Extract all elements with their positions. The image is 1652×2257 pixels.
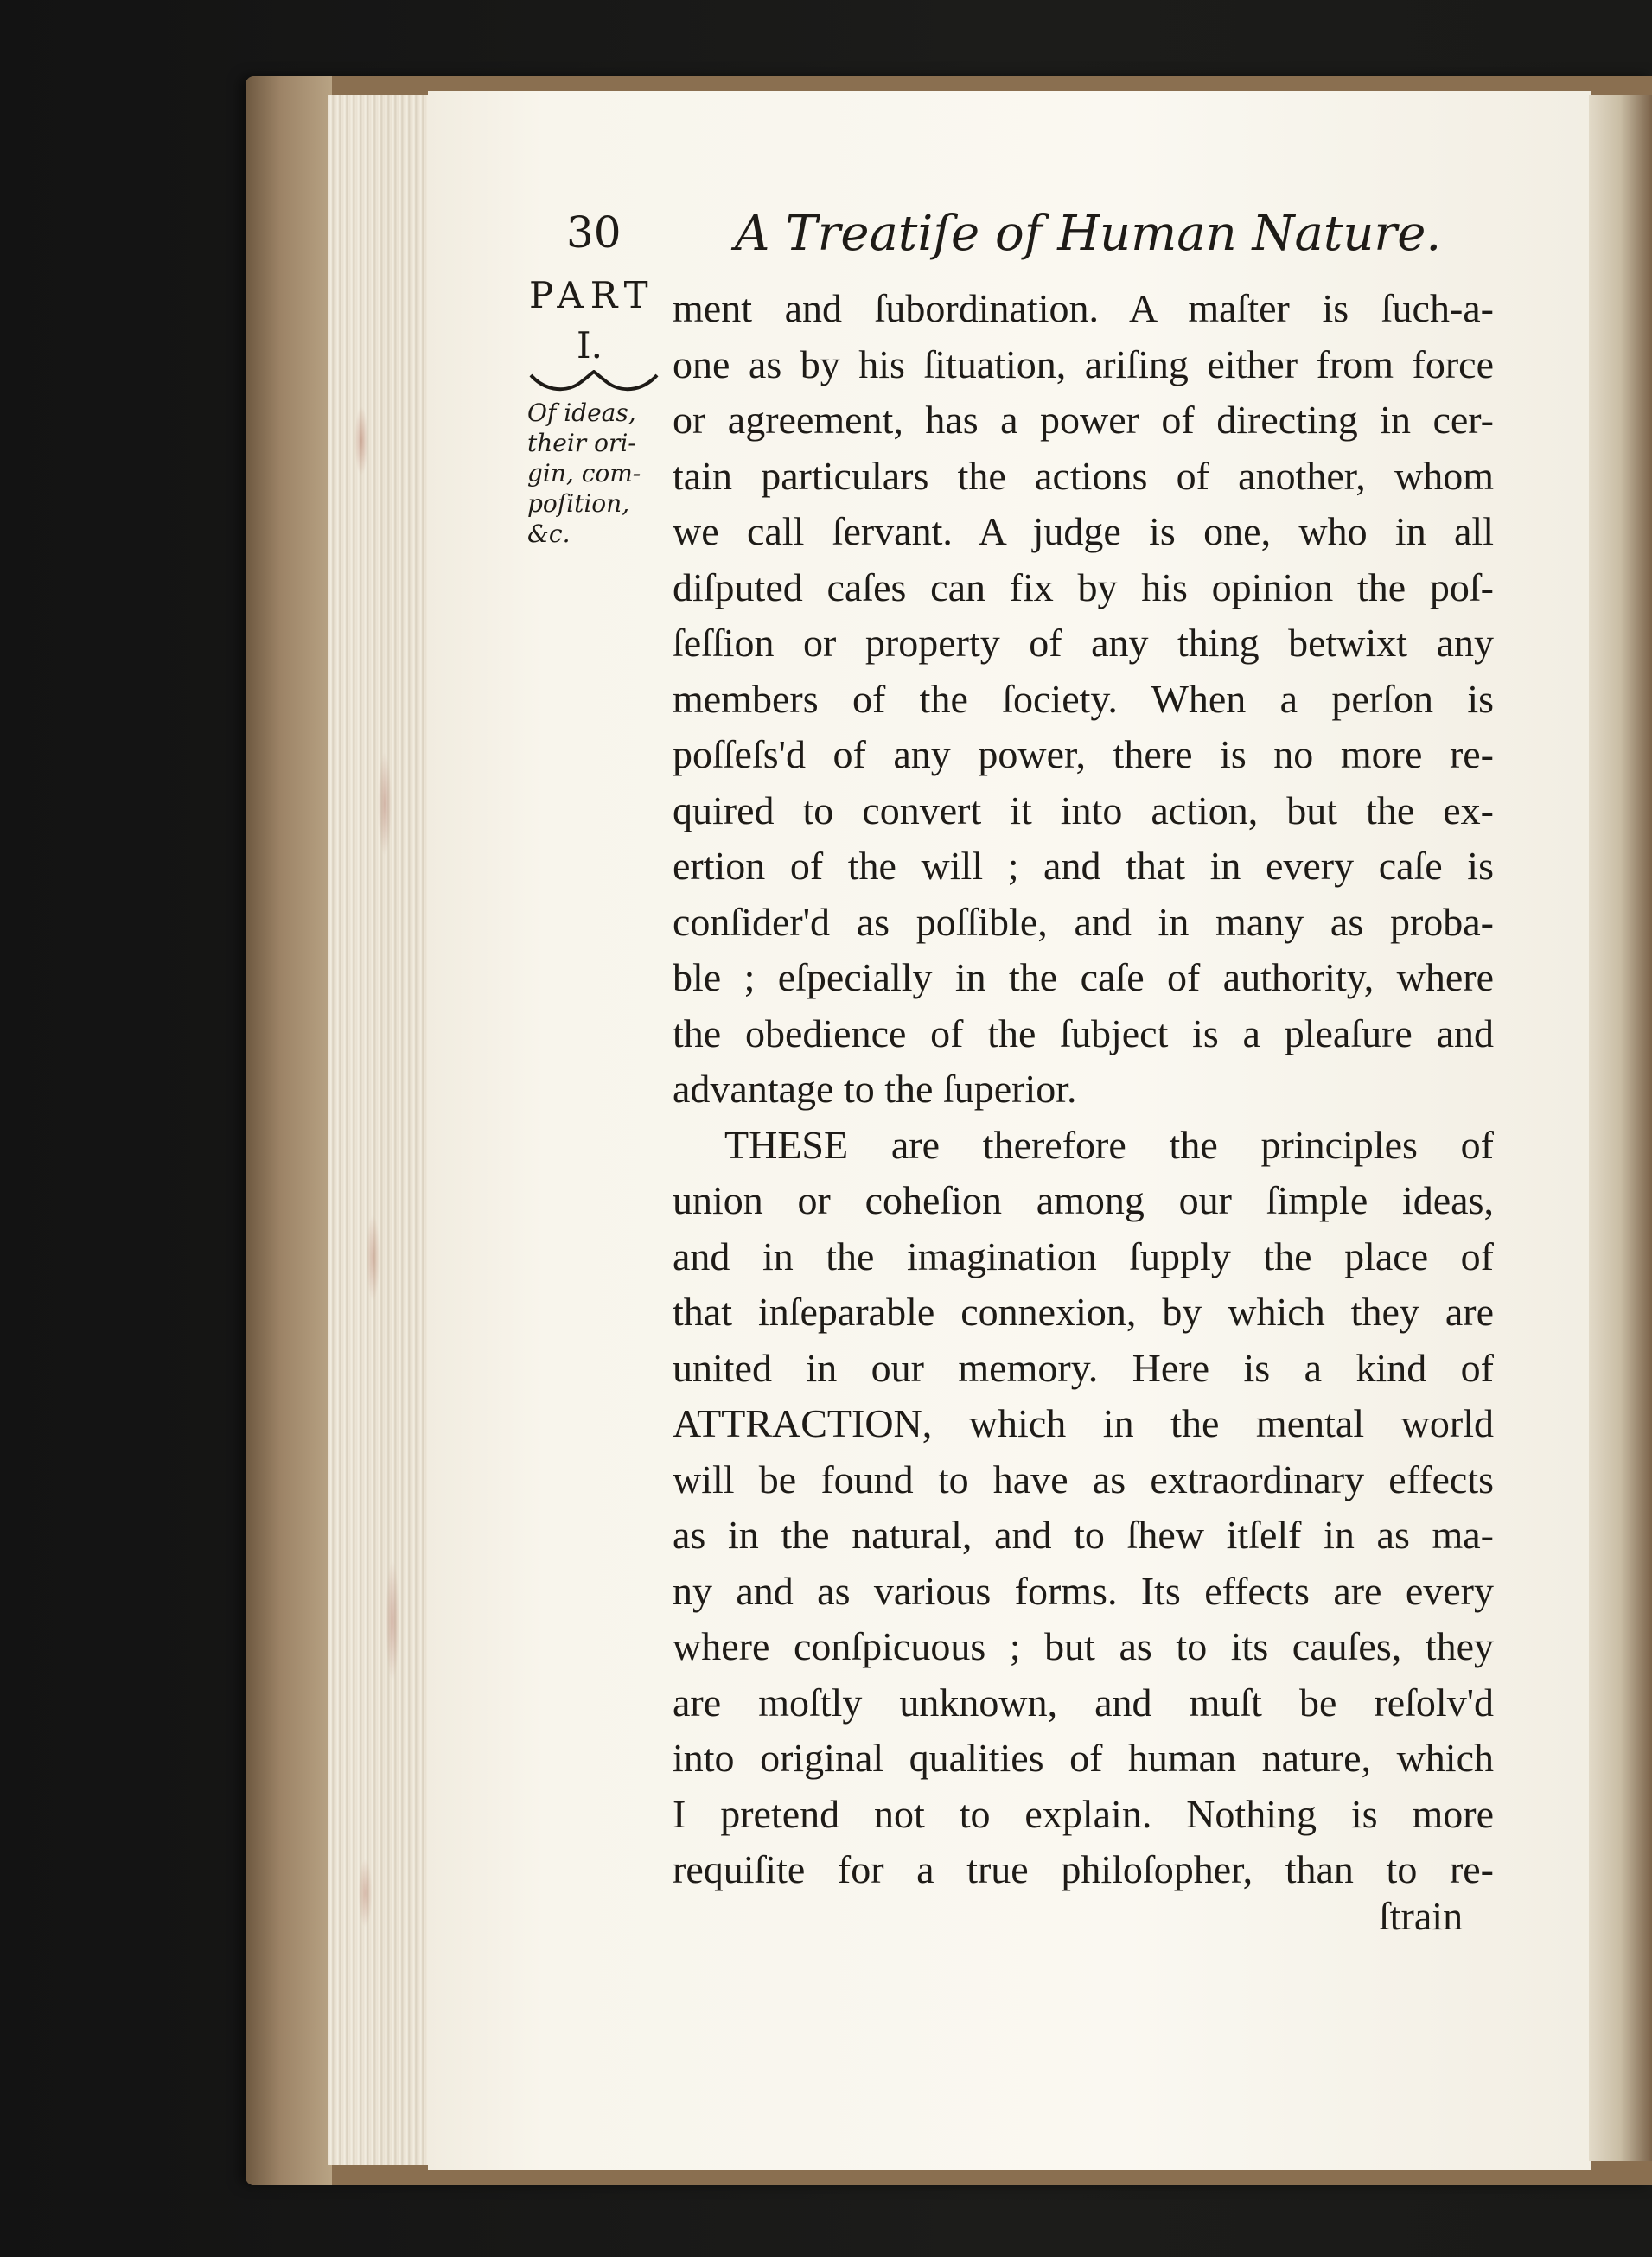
text-line: ment and ſubordination. A maſter is ſuch-a- — [673, 286, 1494, 330]
text-line: as in the natural, and to ſhew itſelf in as ma- — [673, 1513, 1494, 1557]
text-line: ATTRACTION, which in the mental world — [673, 1401, 1494, 1445]
text-line: where conſpicuous ; but as to its cauſes, they — [673, 1624, 1494, 1668]
text-line: poſſeſs'd of any power, there is no more re- — [673, 732, 1494, 776]
part-numeral: I. — [577, 324, 603, 367]
text-line: requiſite for a true philoſopher, than to re- — [673, 1847, 1494, 1891]
text-line: into original qualities of human nature, which — [673, 1736, 1494, 1780]
margin-note-line: Of ideas, — [527, 398, 636, 427]
running-title: A Treatiſe of Human Nature. — [735, 206, 1442, 262]
text-line: will be found to have as extraordinary effects — [673, 1457, 1494, 1501]
margin-note-line: gin, com- — [527, 459, 641, 488]
text-line: we call ſervant. A judge is one, who in all — [673, 509, 1494, 553]
text-line: ble ; eſpecially in the caſe of authority, where — [673, 955, 1494, 999]
text-line: united in our memory. Here is a kind of — [673, 1345, 1494, 1390]
brace-ornament — [529, 370, 659, 394]
foxing-stains — [346, 259, 424, 2075]
text-line: THESE are therefore the principles of — [724, 1122, 1494, 1167]
text-line: tain particulars the actions of another, whom — [673, 453, 1494, 498]
catchword: ſtrain — [1379, 1894, 1464, 1938]
text-line: one as by his ſituation, ariſing either from force — [673, 341, 1494, 386]
text-line: union or coheſion among our ſimple ideas, — [673, 1178, 1494, 1222]
text-line: ertion of the will ; and that in every caſe is — [673, 844, 1494, 888]
margin-note-line: &c. — [527, 520, 571, 548]
cover-spine-edge — [246, 76, 332, 2185]
facing-page-edge — [1589, 95, 1652, 2161]
text-line: conſider'd as poſſible, and in many as proba- — [673, 899, 1494, 944]
margin-note-line: poſition, — [527, 489, 630, 518]
text-line: are moſtly unknown, and muſt be reſolv'd — [673, 1680, 1494, 1725]
part-label: PART — [529, 274, 655, 316]
text-line: advantage to the ſuperior. — [673, 1067, 1077, 1111]
margin-note — [527, 398, 657, 549]
text-line: and in the imagination ſupply the place of — [673, 1234, 1494, 1278]
text-line: quired to convert it into action, but the ex- — [673, 787, 1494, 832]
text-line: that inſeparable connexion, by which they are — [673, 1290, 1494, 1334]
text-line: I pretend not to explain. Nothing is more — [673, 1791, 1494, 1836]
text-line: ny and as various forms. Its effects are every — [673, 1568, 1494, 1613]
text-line: or agreement, has a power of directing in cer- — [673, 398, 1494, 442]
margin-note-line: their ori- — [527, 429, 636, 457]
text-line: the obedience of the ſubject is a pleaſure and — [673, 1011, 1494, 1055]
text-line: ſeſſion or property of any thing betwixt any — [673, 621, 1494, 665]
text-line: diſputed caſes can fix by his opinion the poſ- — [673, 564, 1494, 609]
page-number: 30 — [566, 207, 622, 258]
body-text — [673, 281, 1494, 1898]
text-line: members of the ſociety. When a perſon is — [673, 676, 1494, 721]
